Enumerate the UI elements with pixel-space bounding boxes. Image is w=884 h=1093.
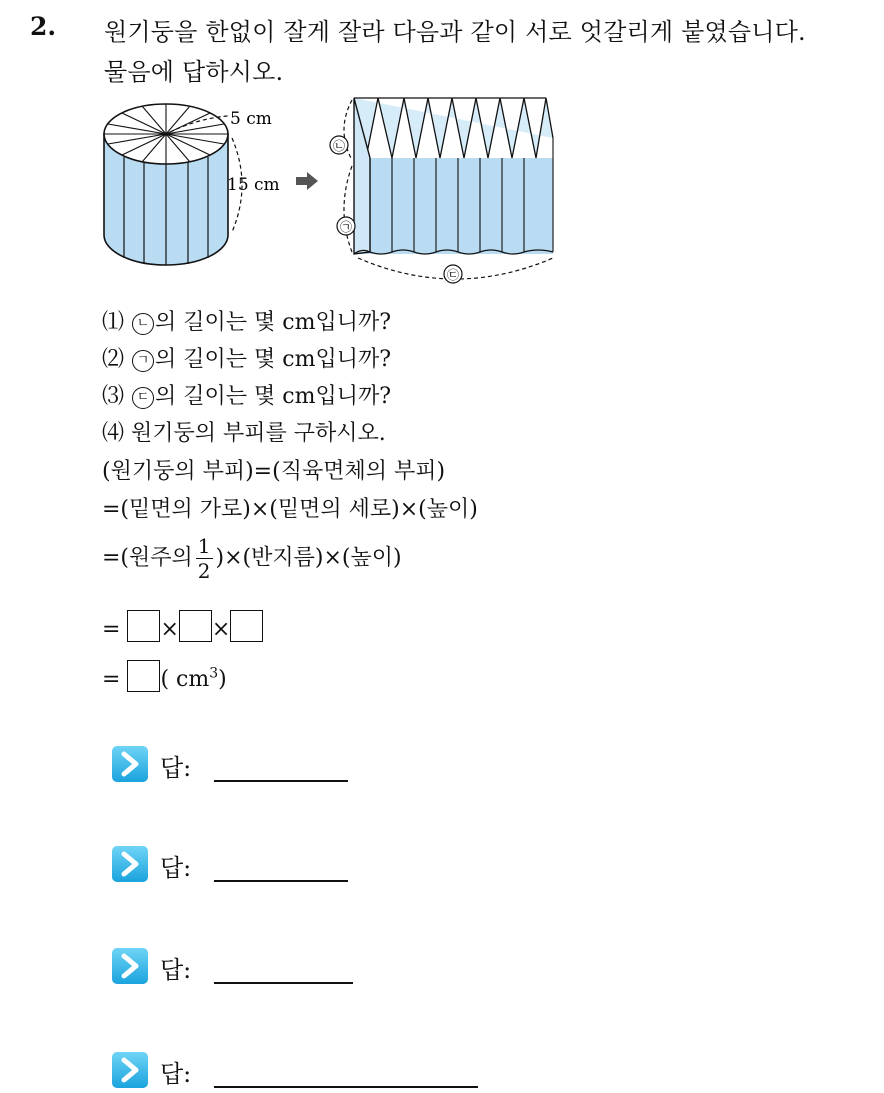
formula-line-4: = × × bbox=[102, 610, 263, 642]
blank-box-1[interactable] bbox=[127, 610, 160, 642]
answer-blank-3[interactable] bbox=[214, 982, 353, 984]
question-number: 2. bbox=[30, 12, 57, 41]
answer-label: 답: bbox=[160, 1060, 192, 1088]
subquestion-1: ⑴ ㄴ 의 길이는 몇 cm입니까? bbox=[102, 310, 391, 335]
answer-label: 답: bbox=[160, 956, 192, 984]
formula-line-2: =(밑면의 가로)×(밑면의 세로)×(높이) bbox=[102, 497, 478, 522]
subquestion-4: ⑷ 원기둥의 부피를 구하시오. bbox=[102, 421, 386, 446]
arrow-right-icon bbox=[296, 172, 318, 190]
answer-label: 답: bbox=[160, 754, 192, 782]
fraction-one-half: $\frac{1}{2}$ bbox=[197, 534, 211, 583]
radius-label: 5 cm bbox=[230, 109, 272, 129]
height-label: 15 cm bbox=[227, 175, 280, 195]
rearranged-prism bbox=[354, 98, 553, 254]
blank-box-4[interactable] bbox=[127, 660, 160, 692]
question-text-line1: 원기둥을 한없이 잘게 잘라 다음과 같이 서로 엇갈리게 붙였습니다. bbox=[104, 18, 806, 46]
label-b: ㉡ bbox=[332, 139, 346, 153]
blank-box-3[interactable] bbox=[230, 610, 263, 642]
cylinder-figure bbox=[98, 92, 568, 292]
formula-line-5: = ( $cm^3$) bbox=[102, 660, 227, 692]
chevron-right-icon bbox=[112, 1052, 148, 1088]
blank-box-2[interactable] bbox=[179, 610, 212, 642]
chevron-right-icon bbox=[112, 948, 148, 984]
formula-line-1: (원기둥의 부피)=(직육면체의 부피) bbox=[102, 459, 446, 484]
answer-blank-4[interactable] bbox=[214, 1086, 478, 1088]
label-a: ㉠ bbox=[339, 220, 353, 234]
question-text-line2: 물음에 답하시오. bbox=[104, 58, 284, 86]
answer-blank-1[interactable] bbox=[214, 780, 348, 782]
answer-blank-2[interactable] bbox=[214, 880, 348, 882]
cylinder bbox=[104, 104, 228, 265]
label-c: ㉢ bbox=[446, 268, 460, 282]
formula-line-3: =(원주의 $\frac{1}{2}$ )×(반지름)×(높이) bbox=[102, 534, 402, 583]
answer-label: 답: bbox=[160, 854, 192, 882]
subquestion-2: ⑵ ㄱ 의 길이는 몇 cm입니까? bbox=[102, 347, 391, 372]
subquestion-3: ⑶ ㄷ 의 길이는 몇 cm입니까? bbox=[102, 384, 391, 409]
chevron-right-icon bbox=[112, 846, 148, 882]
chevron-right-icon bbox=[112, 746, 148, 782]
